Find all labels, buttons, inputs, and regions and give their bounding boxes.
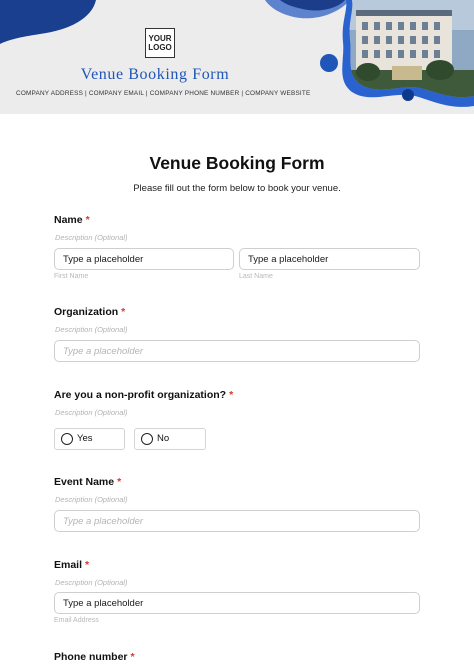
required-mark: * [121,306,126,318]
radio-option-label: Yes [77,433,93,444]
radio-button-icon[interactable] [141,433,153,445]
last-name-sublabel: Last Name [239,273,273,280]
required-mark: * [85,559,90,571]
name-label-text: Name [54,214,83,226]
email-label [54,559,89,571]
email-description: Description (Optional) [55,578,128,587]
form-title: Venue Booking Form [149,153,325,173]
first-name-sublabel: First Name [54,273,89,280]
event-name-label [54,476,121,488]
last-name-input[interactable]: Type a placeholder [239,248,420,270]
company-contact-line: COMPANY ADDRESS | COMPANY EMAIL | COMPANY PHONE NUMBER | COMPANY WEBSITE [16,90,311,97]
company-logo [145,28,175,58]
phone-label [54,651,135,663]
email-sublabel: Email Address [54,617,99,624]
nonprofit-label [54,389,233,401]
radio-option-no[interactable] [134,428,206,450]
required-mark: * [130,651,135,663]
event-name-input[interactable]: Type a placeholder [54,510,420,532]
name-description: Description (Optional) [55,233,128,242]
required-mark: * [117,476,122,488]
nonprofit-label-text: Are you a non-profit organization? [54,389,227,401]
header-banner [0,0,474,114]
radio-button-icon[interactable] [61,433,73,445]
radio-option-yes[interactable] [54,428,125,450]
required-mark: * [229,389,234,401]
organization-label-text: Organization [54,306,119,318]
email-label-text: Email [54,559,83,571]
nonprofit-description: Description (Optional) [55,408,128,417]
banner-title: Venue Booking Form [80,66,230,83]
required-mark: * [85,214,90,226]
event-name-description: Description (Optional) [55,495,128,504]
event-name-label-text: Event Name [54,476,115,488]
organization-input[interactable]: Type a placeholder [54,340,420,362]
email-input[interactable]: Type a placeholder [54,592,420,614]
form-intro: Please fill out the form below to book your venue. [133,183,341,194]
radio-option-label: No [157,433,170,444]
first-name-input[interactable]: Type a placeholder [54,248,234,270]
logo-text: YOUR LOGO [148,34,172,52]
organization-description: Description (Optional) [55,325,128,334]
name-label [54,214,90,226]
organization-label [54,306,125,318]
phone-label-text: Phone number [54,651,128,663]
